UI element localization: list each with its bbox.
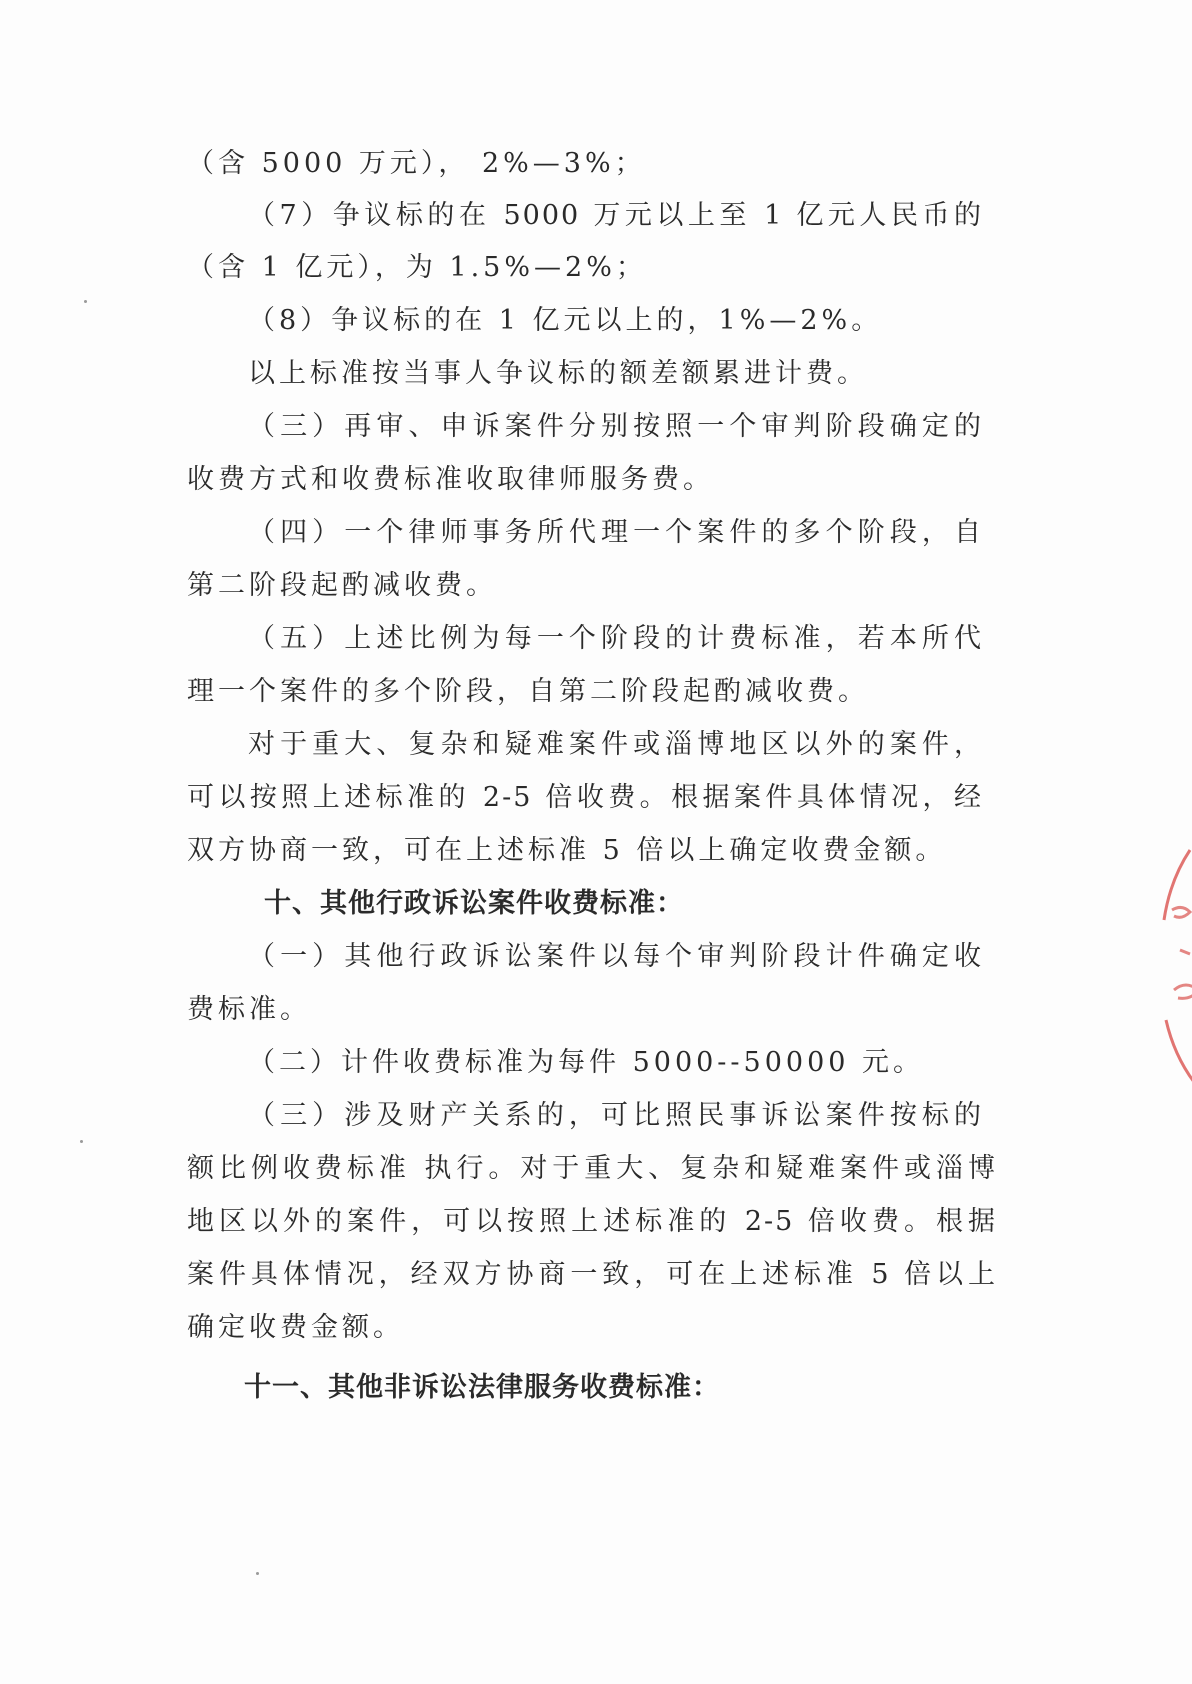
- text-line-22: 案件具体情况，经双方协商一致，可在上述标准 5 倍以上: [187, 1259, 997, 1290]
- text-line-1: （含 5000 万元）， 2%—3%；: [187, 148, 646, 179]
- scan-speck: [84, 300, 87, 303]
- text-line-12: 对于重大、复杂和疑难案件或淄博地区以外的案件，: [248, 729, 983, 760]
- section-heading-11: 十一、其他非诉讼法律服务收费标准：: [244, 1372, 720, 1403]
- text-line-3: （含 1 亿元），为 1.5%—2%；: [187, 252, 647, 283]
- seal-stamp-partial: [1150, 840, 1192, 1090]
- text-line-21: 地区以外的案件，可以按照上述标准的 2-5 倍收费。根据: [187, 1206, 997, 1237]
- text-line-11: 理一个案件的多个阶段，自第二阶段起酌减收费。: [187, 676, 869, 707]
- section-heading-10: 十、其他行政诉讼案件收费标准：: [264, 888, 684, 919]
- text-line-10: （五）上述比例为每一个阶段的计费标准，若本所代: [248, 623, 983, 654]
- text-line-19: （三）涉及财产关系的，可比照民事诉讼案件按标的: [248, 1100, 983, 1131]
- scan-speck: [256, 1572, 259, 1575]
- text-line-9: 第二阶段起酌减收费。: [187, 570, 497, 601]
- text-line-23: 确定收费金额。: [187, 1312, 404, 1343]
- text-line-20: 额比例收费标准 执行。对于重大、复杂和疑难案件或淄博: [187, 1153, 997, 1184]
- text-line-6: （三）再审、申诉案件分别按照一个审判阶段确定的: [248, 411, 983, 442]
- text-line-4: （8）争议标的在 1 亿元以上的，1%—2%。: [248, 305, 883, 336]
- text-line-14: 双方协商一致，可在上述标准 5 倍以上确定收费金额。: [187, 835, 947, 866]
- text-line-5: 以上标准按当事人争议标的额差额累进计费。: [248, 358, 868, 389]
- text-line-7: 收费方式和收费标准收取律师服务费。: [187, 464, 714, 495]
- scan-speck: [80, 1140, 83, 1143]
- text-line-8: （四）一个律师事务所代理一个案件的多个阶段，自: [248, 517, 983, 548]
- text-line-2: （7）争议标的在 5000 万元以上至 1 亿元人民币的: [248, 200, 983, 231]
- text-line-17: 费标准。: [187, 994, 311, 1025]
- text-line-16: （一）其他行政诉讼案件以每个审判阶段计件确定收: [248, 941, 983, 972]
- text-line-13: 可以按照上述标准的 2-5 倍收费。根据案件具体情况，经: [187, 782, 983, 813]
- text-line-18: （二）计件收费标准为每件 5000--50000 元。: [248, 1047, 925, 1078]
